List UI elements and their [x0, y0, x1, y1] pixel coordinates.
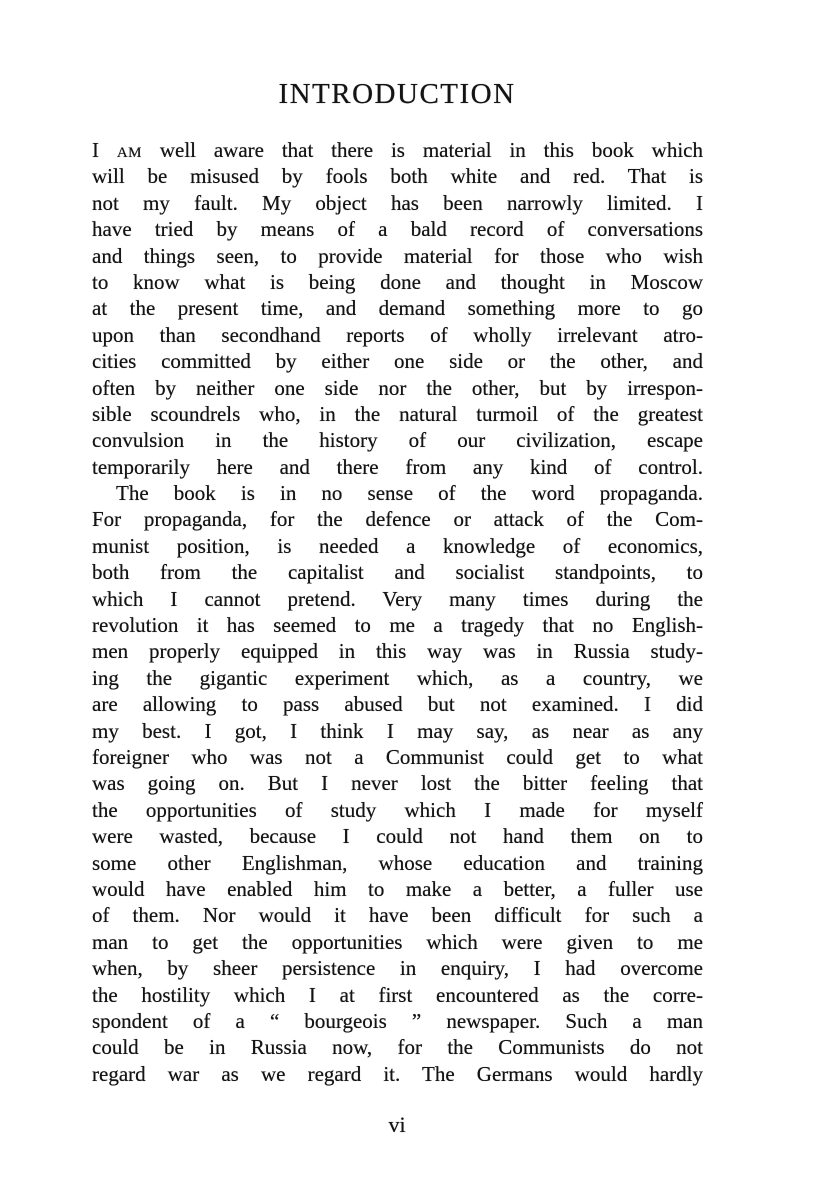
text-line: cities committed by either one side or the other, and — [92, 349, 703, 374]
lead-letter: I — [92, 138, 99, 162]
text-line: upon than secondhand reports of wholly irrelevant atro- — [92, 322, 703, 347]
page-number: vi — [388, 1112, 406, 1137]
text-line: which I cannot pretend. Very many times during the — [92, 586, 703, 611]
text-line: foreigner who was not a Communist could get to what — [92, 744, 703, 769]
small-caps-word: AM — [116, 145, 143, 161]
text-line: to know what is being done and thought in Moscow — [92, 269, 703, 294]
text-line: were wasted, because I could not hand them on to — [92, 824, 703, 849]
text-line: spondent of a “ bourgeois ” newspaper. Such a man — [92, 1008, 703, 1033]
text-line: revolution it has seemed to me a tragedy that no English- — [92, 613, 703, 638]
text-line: sible scoundrels who, in the natural turmoil of the greatest — [92, 401, 703, 426]
text-line: the hostility which I at first encountered as the corre- — [92, 982, 703, 1007]
text-line: men properly equipped in this way was in Russia study- — [92, 639, 703, 664]
text-line: of them. Nor would it have been difficult for such a — [92, 903, 703, 928]
text-line: when, by sheer persistence in enquiry, I had overcome — [92, 956, 703, 981]
text-line: my best. I got, I think I may say, as near as any — [92, 718, 703, 743]
text-line: some other Englishman, whose education and training — [92, 850, 703, 875]
text-line: The book is in no sense of the word propaganda. — [116, 481, 703, 506]
text-line: often by neither one side nor the other, but by irrespon- — [92, 375, 703, 400]
text-line: not my fault. My object has been narrowly limited. I — [92, 190, 703, 215]
text-line: temporarily here and there from any kind of control. — [92, 454, 703, 479]
text-line: both from the capitalist and socialist standpoints, to — [92, 560, 703, 585]
body-text — [92, 137, 703, 1087]
text-line — [92, 137, 703, 163]
text-line: will be misused by fools both white and red. That is — [92, 164, 703, 189]
text-line: the opportunities of study which I made for myself — [92, 797, 703, 822]
text-line: would have enabled him to make a better, a fuller use — [92, 876, 703, 901]
text-line: are allowing to pass abused but not examined. I did — [92, 692, 703, 717]
text-line: convulsion in the history of our civilization, escape — [92, 428, 703, 453]
text-line: have tried by means of a bald record of conversations — [92, 217, 703, 242]
text-line: at the present time, and demand something more to go — [92, 296, 703, 321]
text-line: regard war as we regard it. The Germans would hardly — [92, 1061, 703, 1086]
chapter-title: INTRODUCTION — [278, 78, 516, 110]
text-line: ing the gigantic experiment which, as a country, we — [92, 665, 703, 690]
text-line: could be in Russia now, for the Communists do not — [92, 1035, 703, 1060]
text-line: man to get the opportunities which were given to me — [92, 929, 703, 954]
text-line: and things seen, to provide material for those who wish — [92, 243, 703, 268]
text-line: For propaganda, for the defence or attack of the Com- — [92, 507, 703, 532]
text-line: was going on. But I never lost the bitter feeling that — [92, 771, 703, 796]
text-line: munist position, is needed a knowledge of economics, — [92, 533, 703, 558]
first-line-rest: well aware that there is material in this book which — [142, 138, 703, 162]
